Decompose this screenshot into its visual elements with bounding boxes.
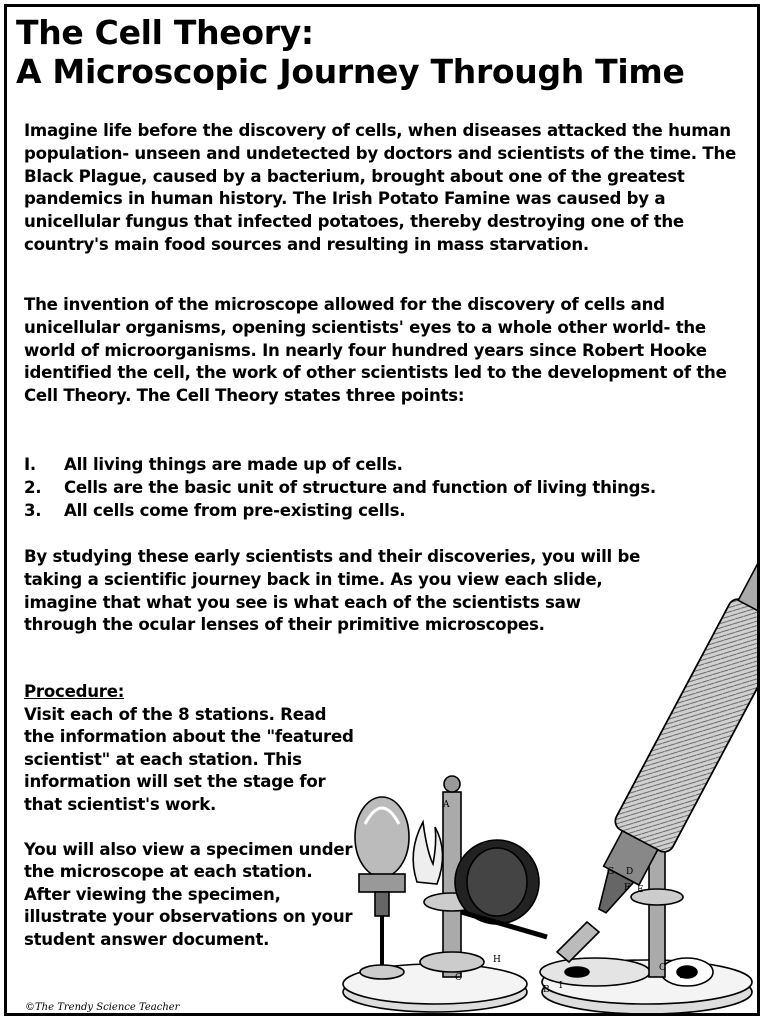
antique-microscope-illustration <box>337 552 760 1015</box>
journey-paragraph: By studying these early scientists and their discoveries, you will be taking a scientific journey back in time. As you view each slide, imagine that what you see is what each of the scientists saw through the ocular lenses of their primitive microscopes. <box>24 547 641 635</box>
part-letter: C <box>659 963 666 973</box>
point-number: I. <box>24 455 36 474</box>
procedure-step-1: Visit each of the 8 stations. Read the information about the "featured scientist" at each station. This information will set the stage for that scientist's work. <box>24 704 354 814</box>
part-letter: I <box>559 981 563 991</box>
part-letter: G <box>607 867 615 877</box>
part-letter: A <box>443 800 450 810</box>
part-letter: F <box>624 883 631 893</box>
part-letter: H <box>493 955 501 965</box>
point-text: All cells come from pre-existing cells. <box>64 500 406 520</box>
title-line-2: A Microscopic Journey Through Time <box>16 52 685 91</box>
point-number: 2. <box>24 477 42 497</box>
part-letter: A <box>680 971 687 981</box>
procedure-heading: Procedure: <box>24 682 125 701</box>
cell-theory-point <box>24 454 656 477</box>
point-text: Cells are the basic unit of structure and function of living things. <box>64 477 656 497</box>
intro-paragraph: Imagine life before the discovery of cells, when diseases attacked the human population- unseen and undetected by doctors and scientists of the time. The Black Plague, caused by a bacterium, brought about one of the greatest pandemics in human history. The Irish Potato Famine was caused by a unicellular fungus that infected potatoes, thereby destroying one of the country's main food sources and resulting in mass starvation. <box>24 121 737 254</box>
point-number: 3. <box>24 500 42 520</box>
procedure-step-2: You will also view a specimen under the microscope at each station. After viewing the specimen, illustrate your observations on your student answer document. <box>24 839 353 949</box>
point-text: All living things are made up of cells. <box>64 455 403 474</box>
part-letter: D <box>626 867 634 877</box>
title-line-1: The Cell Theory: <box>16 13 314 52</box>
part-letter: B <box>543 985 550 995</box>
worksheet-page <box>4 4 760 1016</box>
microscope-paragraph: The invention of the microscope allowed for the discovery of cells and unicellular organisms, opening scientists' eyes to a whole other world- the world of microorganisms. In nearly four hundred years since Robert Hooke identified the cell, the work of other scientists led to the development of the Cell Theory. The Cell Theory states three points: <box>24 295 727 406</box>
cell-theory-points <box>24 454 656 522</box>
cell-theory-point <box>24 500 656 523</box>
cell-theory-point <box>24 477 656 500</box>
part-letter: C <box>455 973 462 983</box>
page-title <box>16 13 685 91</box>
copyright-credit: ©The Trendy Science Teacher <box>25 1002 180 1013</box>
part-letter: E <box>637 885 644 895</box>
procedure-section <box>24 681 354 952</box>
